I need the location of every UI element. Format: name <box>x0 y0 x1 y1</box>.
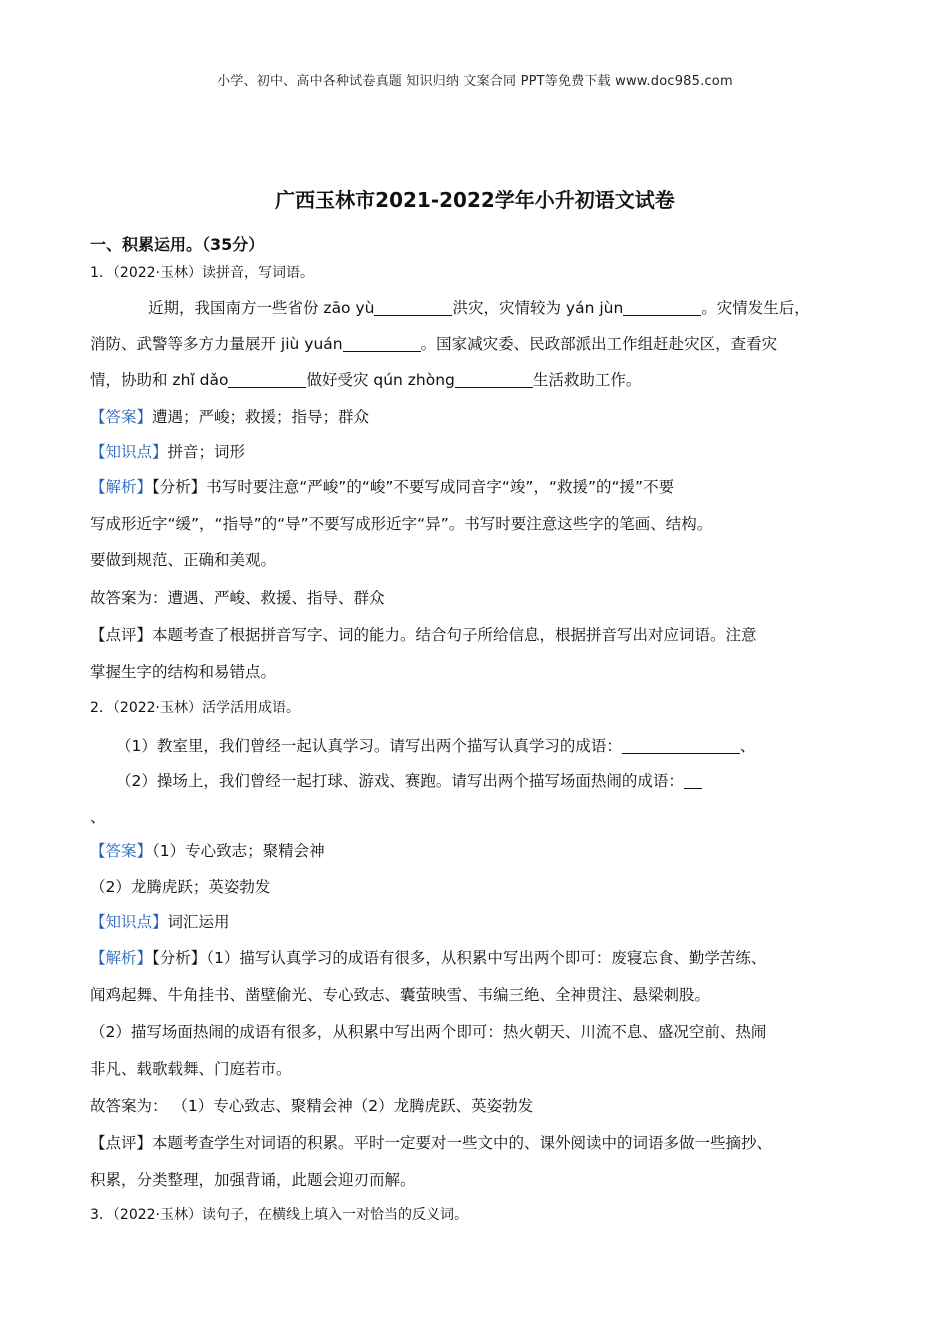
q1-analysis-line1: 【解析】【分析】书写时要注意“严峻”的“峻”不要写成同音字“竣”，“救援”的“援”不要 <box>90 478 675 496</box>
q1-passage-line1: 近期，我国南方一些省份 zāo yù 洪灾，灾情较为 yán jùn 。灾情发生后， <box>148 299 810 317</box>
q3-number: 3．（2022·玉林）读句子，在横线上填入一对恰当的反义词。 <box>90 1207 468 1223</box>
q2-answer-line2: （2）龙腾虎跃；英姿勃发 <box>90 878 271 896</box>
answer-blank[interactable] <box>684 772 702 789</box>
q2-knowledge-point: 【知识点】词汇运用 <box>90 913 230 931</box>
page-title: 广西玉林市2021-2022学年小升初语文试卷 <box>275 188 675 212</box>
q2-sub2: （2）操场上，我们曾经一起打球、游戏、赛跑。请写出两个描写场面热闹的成语： <box>116 769 896 791</box>
q1-passage-line3: 情，协助和 zhǐ dǎo 做好受灾 qún zhòng 生活救助工作。 <box>90 371 642 389</box>
q2-final-answer: 故答案为： （1）专心致志、聚精会神（2）龙腾虎跃、英姿勃发 <box>90 1097 534 1115</box>
q2-analysis-line2: 闻鸡起舞、牛角挂书、凿壁偷光、专心致志、囊萤映雪、韦编三绝、全神贯注、悬梁刺股。 <box>90 986 711 1004</box>
q2-sub1: （1）教室里，我们曾经一起认真学习。请写出两个描写认真学习的成语： 、 <box>116 737 756 755</box>
q1-comment-line2: 掌握生字的结构和易错点。 <box>90 663 277 681</box>
answer-blank[interactable] <box>374 299 452 316</box>
section-heading: 一、积累运用。（35分） <box>90 235 265 254</box>
answer-blank[interactable] <box>343 335 421 352</box>
q2-analysis-line1: 【解析】【分析】（1）描写认真学习的成语有很多，从积累中写出两个即可：废寝忘食、勤学苦练、 <box>90 949 767 967</box>
page-header: 小学、初中、高中各种试卷真题 知识归纳 文案合同 PPT等免费下载 www.doc985.com <box>217 74 733 89</box>
q1-analysis-line3: 要做到规范、正确和美观。 <box>90 551 277 569</box>
q2-comment-line1: 【点评】本题考查学生对词语的积累。平时一定要对一些文中的、课外阅读中的词语多做一些摘抄、 <box>90 1134 773 1152</box>
q2-comment-line2: 积累，分类整理，加强背诵，此题会迎刃而解。 <box>90 1171 416 1189</box>
q1-knowledge-point: 【知识点】拼音；词形 <box>90 443 246 461</box>
q1-comment-line1: 【点评】本题考查了根据拼音写字、词的能力。结合句子所给信息，根据拼音写出对应词语。注意 <box>90 626 757 644</box>
answer-blank[interactable] <box>228 371 306 388</box>
q2-sub2-tail: 、 <box>90 808 106 826</box>
q1-analysis-line2: 写成形近字“缓”，“指导”的“导”不要写成形近字“异”。书写时要注意这些字的笔画、结构。 <box>90 515 713 533</box>
q2-analysis-line3: （2）描写场面热闹的成语有很多，从积累中写出两个即可：热火朝天、川流不息、盛况空前、热闹 <box>90 1023 767 1041</box>
q2-analysis-line4: 非凡、载歌载舞、门庭若市。 <box>90 1060 292 1078</box>
q1-final-answer: 故答案为：遭遇、严峻、救援、指导、群众 <box>90 589 385 607</box>
answer-blank[interactable] <box>622 737 740 754</box>
q2-answer: 【答案】（1）专心致志；聚精会神 <box>90 842 325 860</box>
q1-passage-line2: 消防、武警等多方力量展开 jiù yuán 。国家减灾委、民政部派出工作组赶赴灾区，查看灾 <box>90 335 778 353</box>
q1-number: 1．（2022·玉林）读拼音，写词语。 <box>90 265 314 281</box>
answer-blank[interactable] <box>623 299 701 316</box>
q1-answer: 【答案】遭遇；严峻；救援；指导；群众 <box>90 408 370 426</box>
answer-blank[interactable] <box>455 371 533 388</box>
q2-number: 2．（2022·玉林）活学活用成语。 <box>90 700 300 716</box>
